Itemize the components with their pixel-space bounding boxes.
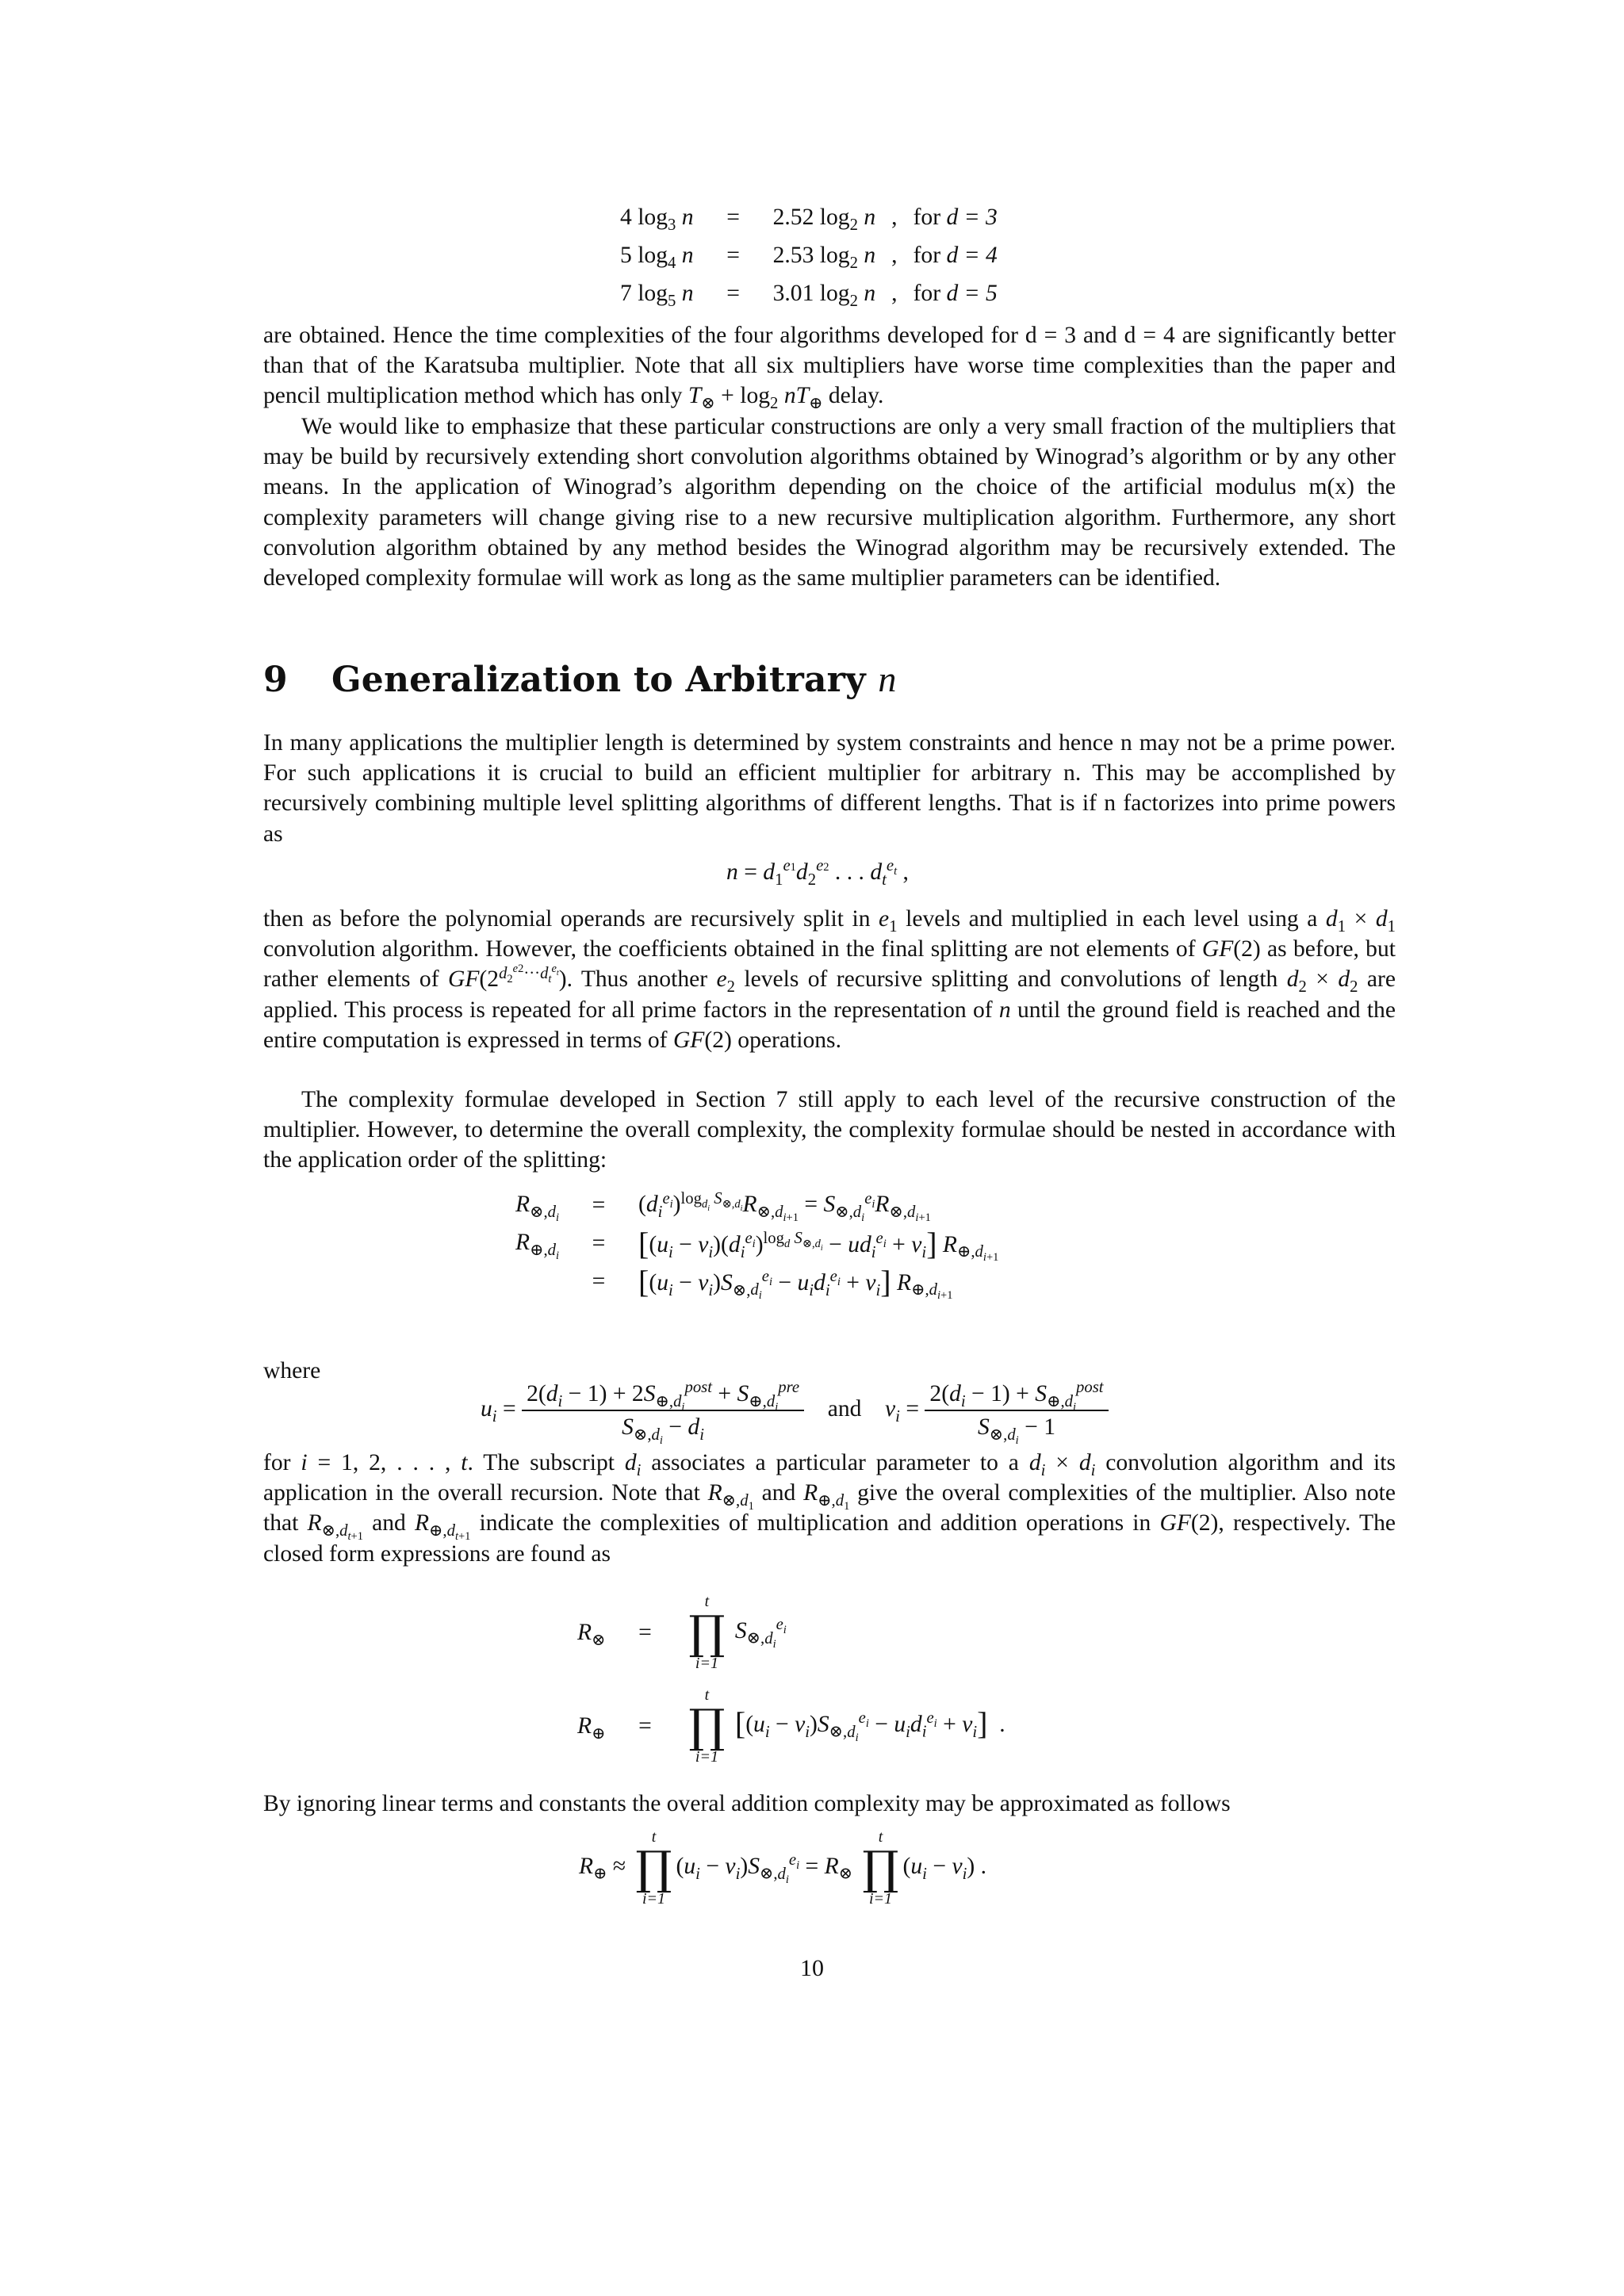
where-label: where — [263, 1358, 321, 1383]
equation-row: $R_{\oplus,d_i}$ = $[(u_i - v_i)(d_i^{e_i})^{log_d S_{\otimes,d_i}} - ud_i^{e_i} + v_i]$ $R_{\oplus,d_{i+1}}$ — [515, 1225, 999, 1265]
equation-row: $R_{\otimes,d_i}$ = $(d_i^{e_i})^{log_{d_i} S_{\otimes,d_i}}R_{\otimes,d_{i+1}} = S_{\otimes,d_i}^{e_i}R_{\otimes,d_{i+1}}$ — [515, 1189, 931, 1225]
closed-form-equations — [569, 1586, 1013, 1773]
addition-approximation-equation: $R_\oplus$ ≈ t ∏ i=1 $(u_i - v_i)S_{\otimes,d_i}^{e_i} = R_\otimes$ t ∏ i=1 $(u_i - v_i)$ . — [579, 1828, 986, 1908]
paragraph-nesting: The complexity formulae developed in Section 7 still apply to each level of the recursive construction of the multiplier. However, to determine the overall complexity, the complexity formulae should be nested in accordance with the application order of the splitting: — [263, 1087, 1396, 1173]
equation-row: $R_\oplus$ = t ∏ i=1 $[(u_i - v_i)S_{\otimes,d_i}^{e_i} - u_id_i^{e_i} + v_i]$ . — [577, 1686, 1005, 1766]
equation-row: = $[(u_i - v_i)S_{\otimes,d_i}^{e_i} - u_id_i^{e_i} + v_i]$ $R_{\oplus,d_{i+1}}$ — [592, 1263, 953, 1303]
product-symbol: t ∏ i=1 — [635, 1828, 672, 1908]
equation-row: 7 $\log_5 n$ = 3.01 $\log_2 n$ , for d = 5 — [620, 280, 998, 310]
paragraph-arbitrary-n: In many applications the multiplier length is determined by system constraints and hence n may not be a prime power. For such applications it is crucial to build an efficient multiplier for arbitrary n. This may be accomplished by recursively combining multiple level splitting algorithms of different lengths. That is if n factorizes into prime powers as — [263, 730, 1396, 847]
paragraph-subscripts: for i = 1, 2, . . . , t. The subscript $d_i$ associates a particular parameter to a $d_i \times d_i$ convolution algorithm and its application in the overall recursion. Note that $R_{\otimes,d_1}$ and $R_{\oplus,d_1}$ give the overal complexities of the multiplier. Also note that $R_{\otimes,d_{t+1}}$ and $R_{\oplus,d_{t+1}}$ indicate the complexities of multiplication and addition operations in GF(2), respectively. The closed form expressions are found as — [263, 1450, 1396, 1567]
time-complexity-equations — [612, 198, 1005, 312]
paragraph-complexity-comparison: are obtained. Hence the time complexities of the four algorithms developed for d = 3 and d = 4 are significantly better than that of the Karatsuba multiplier. Note that all six multipliers have worse time complexities than the paper and pencil multiplication method which has only $T_\otimes + \log_2 nT_\oplus$ delay. — [263, 323, 1396, 413]
section-heading: 9 Generalization to Arbitrary n — [263, 659, 897, 700]
v-fraction: $\frac{2(d_i - 1) + S_{\oplus,d_i}^{post}}{S_{\otimes,d_i} - 1}$ — [925, 1378, 1108, 1443]
equation-row: 5 $\log_4 n$ = 2.53 $\log_2 n$ , for d = 4 — [620, 242, 998, 272]
page-number: 10 — [800, 1955, 824, 1981]
product-symbol: t ∏ i=1 — [688, 1593, 726, 1672]
paragraph-splitting: then as before the polynomial operands are recursively split in $e_1$ levels and multiplied in each level using a $d_1 \times d_1$ convolution algorithm. However, the coefficients obtained in the final splitting are not elements of GF(2) as before, but rather elements of $GF(2^{d_2^{e2}\cdot\cdot\cdot d_t^{e_t}})$. Thus another $e_2$ levels of recursive splitting and convolutions of length $d_2 \times d_2$ are applied. This process is repeated for all prime factors in the representation of n until the ground field is reached and the entire computation is expressed in terms of GF(2) operations. — [263, 906, 1396, 1053]
factorization-equation: $n = d_1^{e1}d_2^{e2}$ . . . $d_t^{e_t}$ , — [726, 857, 909, 889]
recursive-complexity-equations — [508, 1186, 1006, 1303]
equation-row: 4 $\log_3 n$ = 2.52 $\log_2 n$ , for d = 3 — [620, 204, 998, 234]
paragraph-emphasis: We would like to emphasize that these particular constructions are only a very small fraction of the multipliers that may be build by recursively extending short convolution algorithms obtained by Winograd’s algorithm or by any other means. In the application of Winograd’s algorithm depending on the choice of the artificial modulus m(x) the complexity parameters will change giving rise to a new recursive multiplication algorithm. Furthermore, any short convolution algorithm obtained by any method besides the Winograd algorithm may be recursively extended. The developed complexity formulae will work as long as the same multiplier parameters can be identified. — [263, 414, 1396, 591]
paragraph-approximation: By ignoring linear terms and constants the overal addition complexity may be approximated as follows — [263, 1791, 1231, 1816]
u-fraction: $\frac{2(d_i - 1) + 2S_{\oplus,d_i}^{post} + S_{\oplus,d_i}^{pre}}{S_{\otimes,d_i} - d_i}$ — [522, 1378, 804, 1443]
u-v-definitions: $u_i$ = $\frac{2(d_i - 1) + 2S_{\oplus,d_i}^{post} + S_{\oplus,d_i}^{pre}}{S_{\otimes,d_i} - d_i}$ and $v_i$ = $\frac{2(d_i - 1) + S_{\oplus,d_i}^{post}}{S_{\otimes,d_i} - 1}$ — [481, 1378, 1109, 1443]
product-symbol: t ∏ i=1 — [688, 1686, 726, 1766]
equation-row: $R_\otimes$ = t ∏ i=1 $S_{\otimes,d_i}^{e_i}$ — [577, 1593, 787, 1672]
product-symbol: t ∏ i=1 — [862, 1828, 899, 1908]
